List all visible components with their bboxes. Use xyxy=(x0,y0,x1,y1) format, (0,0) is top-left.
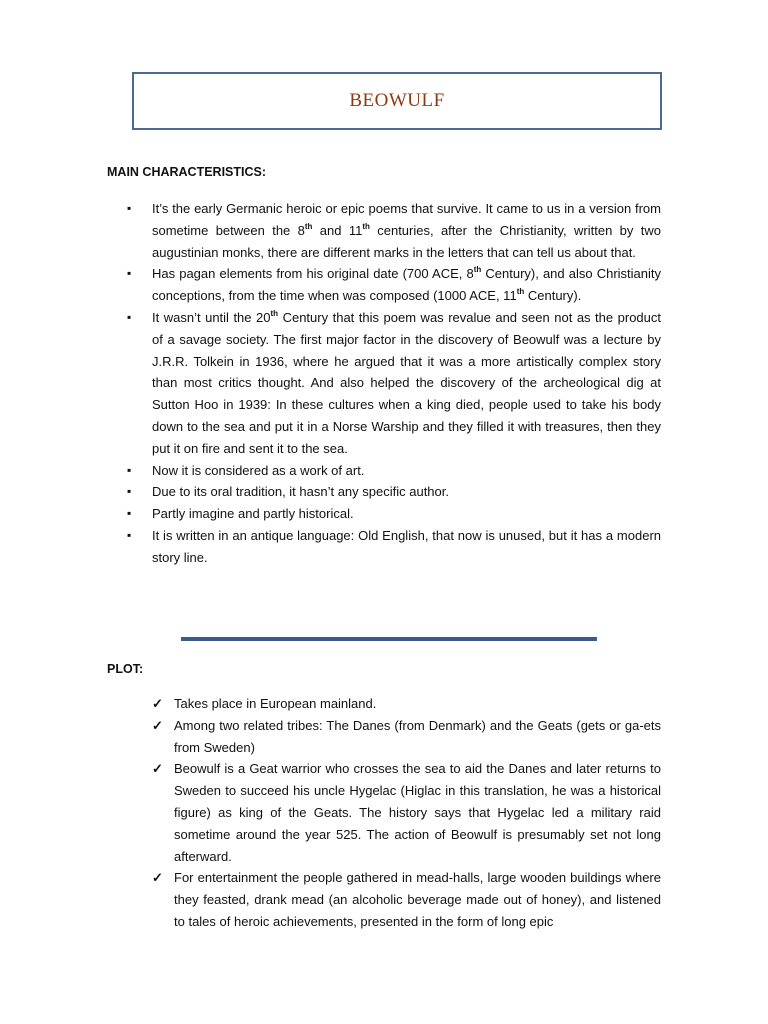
superscript: th xyxy=(270,308,279,318)
list-item: ✓ For entertainment the people gathered in mead-halls, large wooden buildings where they feasted, drank mead (an alcoholic beverage made out of honey), and listened to tales of heroic achievements, presented in the form of long epic xyxy=(107,867,661,932)
superscript: th xyxy=(304,221,313,231)
item-text: and 11 xyxy=(312,222,363,238)
section-divider xyxy=(181,637,597,641)
item-text: It’s the early Germanic heroic or epic poems that survive. It came to us in a version from sometime between the 8 xyxy=(152,201,661,238)
section-heading-plot: PLOT: xyxy=(107,662,144,676)
characteristics-list xyxy=(107,198,661,569)
superscript: th xyxy=(516,287,525,297)
list-item: ✓ Beowulf is a Geat warrior who crosses the sea to aid the Danes and later returns to Sweden to succeed his uncle Hygelac (Higlac in this translation, he was a historical figure) as king of the Geats. The history says that Hygelac led a military raid sometime around the year 525. The action of Beowulf is presumably set not long afterward. xyxy=(107,758,661,867)
superscript: th xyxy=(473,265,482,275)
title-box xyxy=(132,72,662,130)
item-text: Has pagan elements from his original date (700 ACE, 8 xyxy=(152,266,474,282)
document-title: BEOWULF xyxy=(349,90,445,111)
item-text: It wasn’t until the 20 xyxy=(152,309,271,325)
list-item: ✓ Among two related tribes: The Danes (from Denmark) and the Geats (gets or ga-ets from Sweden) xyxy=(107,715,661,759)
item-text: centuries, after the Christianity, written by two augustinian monks, there are different marks in the letters that can tell us about that. xyxy=(152,222,661,260)
list-item: ▪ Due to its oral tradition, it hasn’t any specific author. xyxy=(107,481,661,503)
section-heading-characteristics: MAIN CHARACTERISTICS: xyxy=(107,165,267,179)
item-text: Century). xyxy=(524,288,582,304)
superscript: th xyxy=(362,221,370,231)
item-text: Century), and also Christianity conceptions, from the time when was composed (1000 ACE, 11 xyxy=(152,266,661,304)
list-item xyxy=(107,263,661,307)
plot-list xyxy=(107,693,661,933)
list-item: ▪ It is written in an antique language: Old English, that now is unused, but it has a modern story line. xyxy=(107,525,661,569)
list-item: ✓ Takes place in European mainland. xyxy=(107,693,661,715)
list-item xyxy=(107,307,661,460)
list-item: ▪ Partly imagine and partly historical. xyxy=(107,503,661,525)
list-item xyxy=(107,198,661,263)
item-text: Century that this poem was revalue and seen not as the product of a savage society. The first major factor in the discovery of Beowulf was a lecture by J.R.R. Tolkein in 1936, where he argued that it was a more artistically complex story than most critics thought. And also helped the discovery of the archeological dig at Sutton Hoo in 1939: In these cultures when a king died, people used to take his body down to the sea and put it in a Norse Warship and they filled it with treasures, then they put it on fire and sent it to the sea. xyxy=(152,309,661,456)
list-item: ▪ Now it is considered as a work of art. xyxy=(107,460,661,482)
